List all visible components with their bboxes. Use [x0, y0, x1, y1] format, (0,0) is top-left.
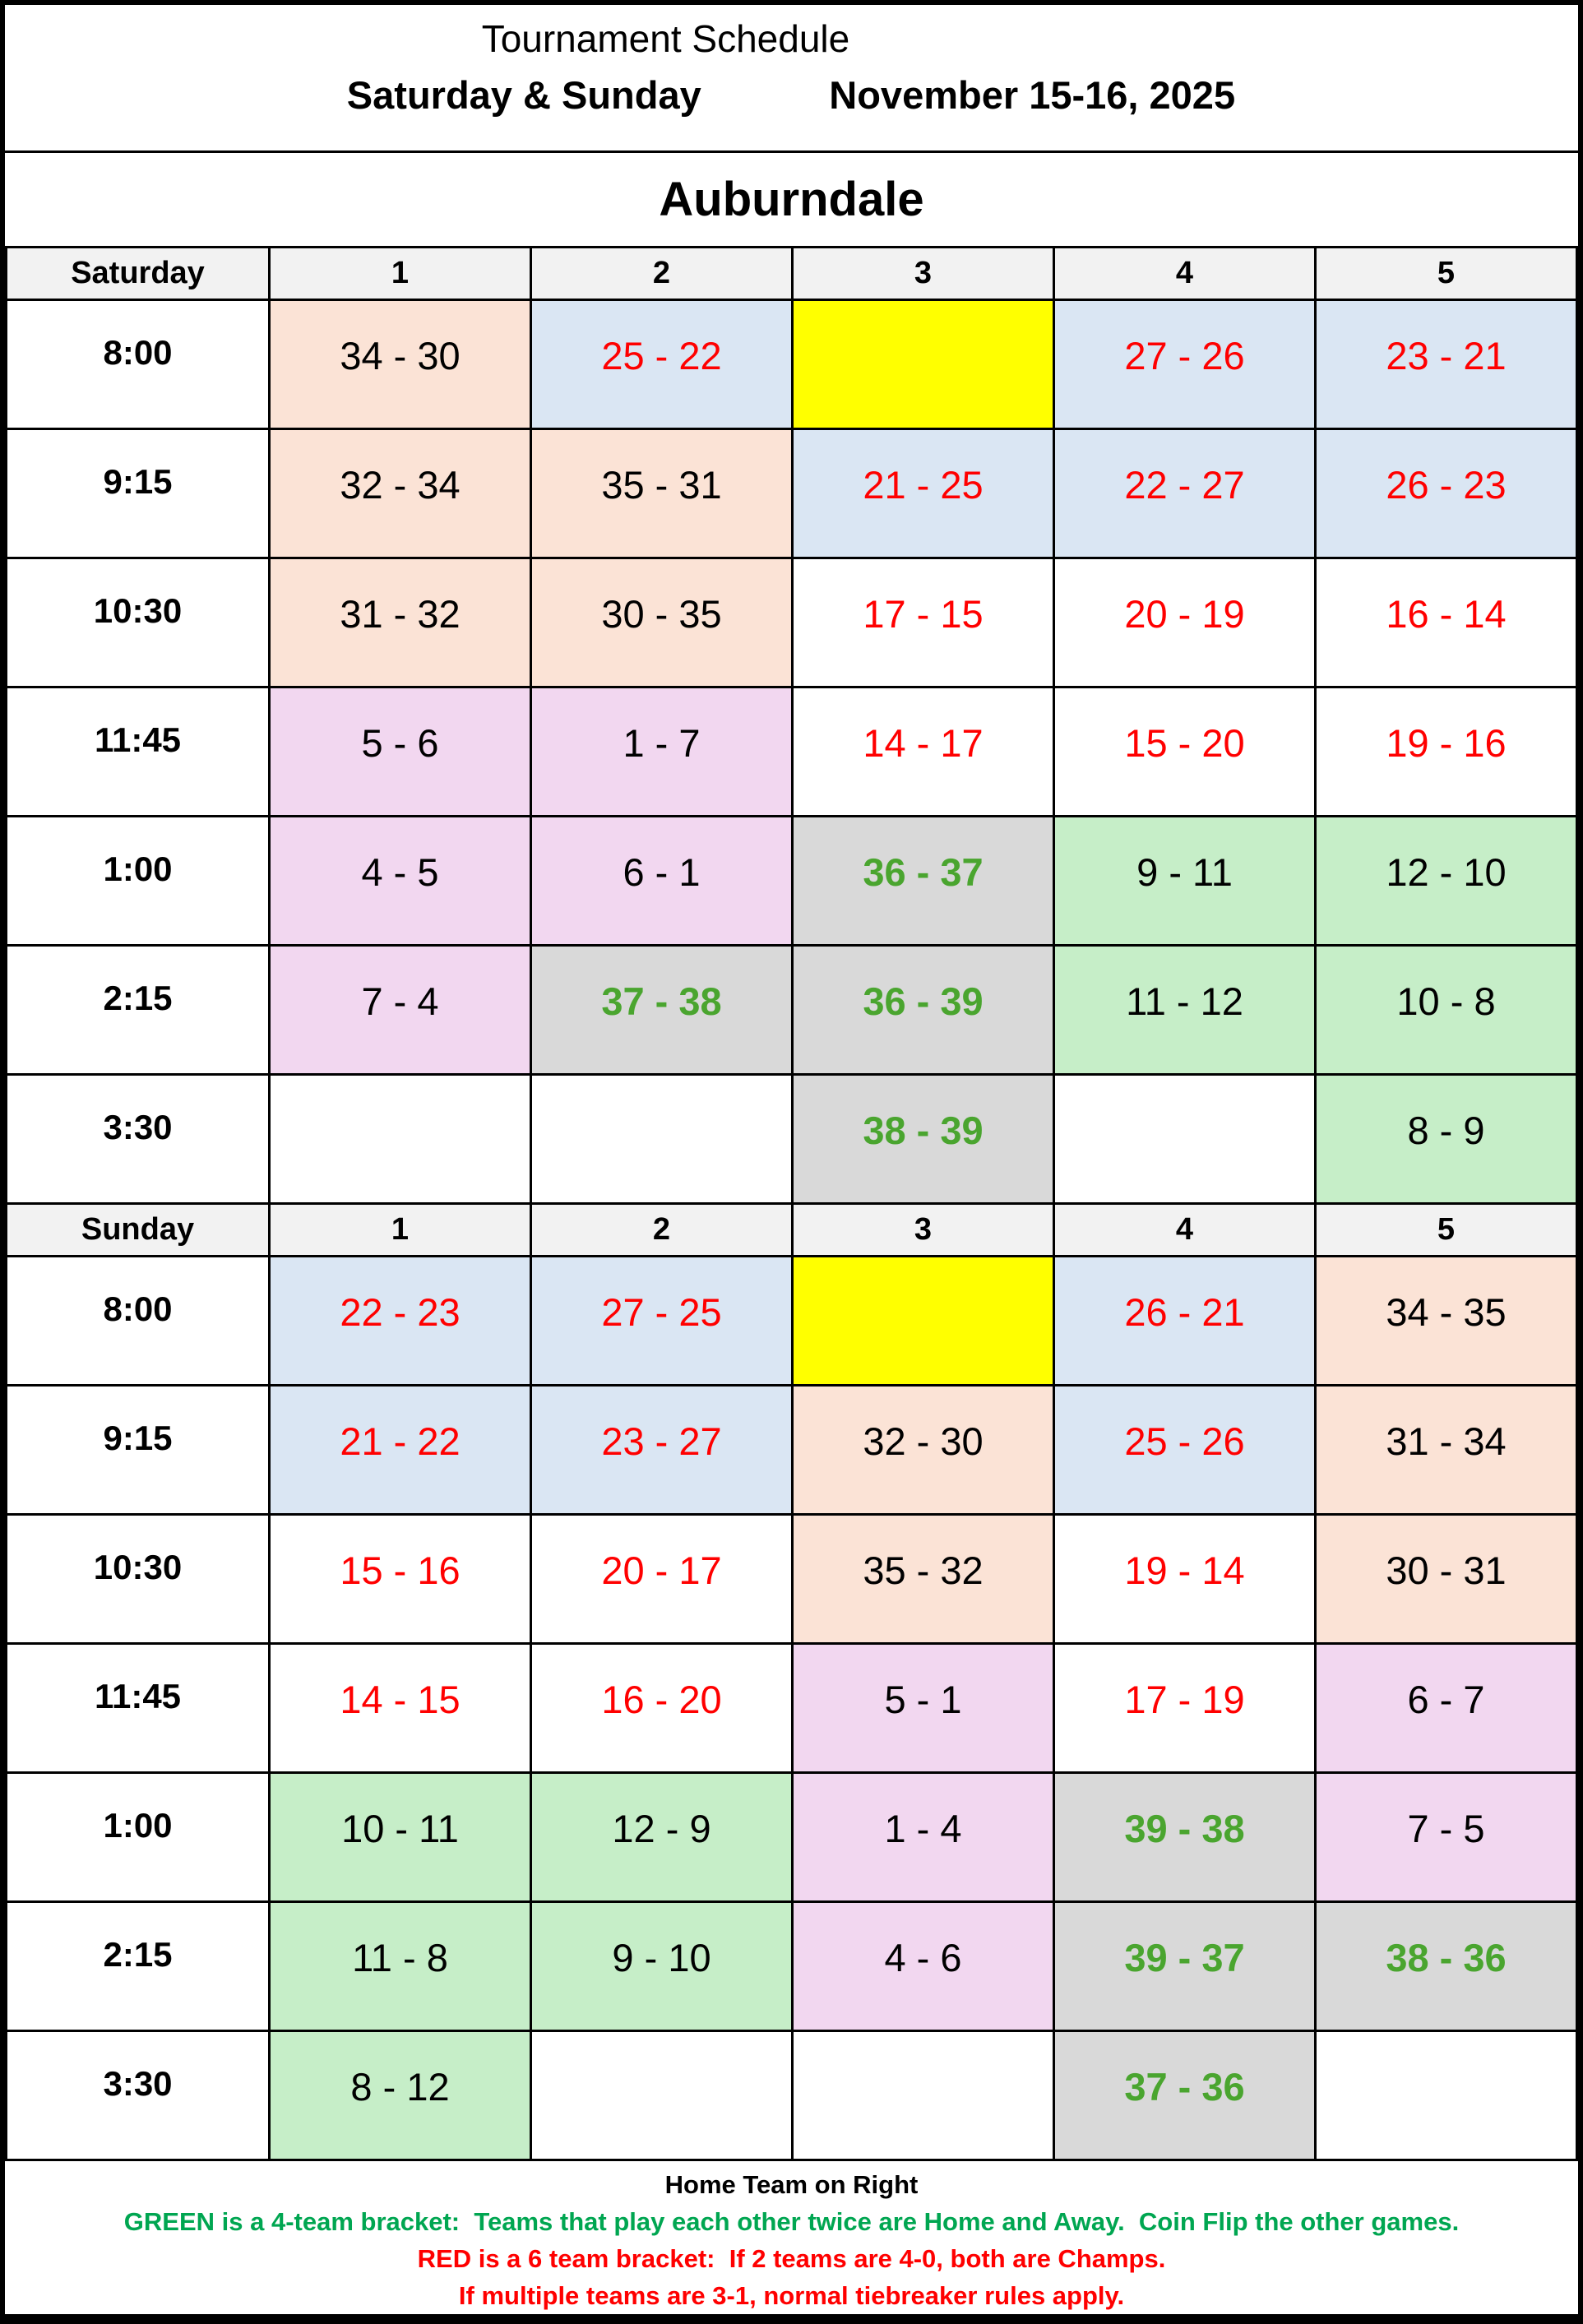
- game-cell: 26 - 23: [1316, 429, 1577, 558]
- day-header-row: [7, 1204, 1577, 1257]
- time-label: 11:45: [7, 687, 270, 817]
- game-cell: 36 - 39: [793, 946, 1054, 1075]
- game-cell: 27 - 26: [1054, 300, 1316, 429]
- game-cell: 11 - 12: [1054, 946, 1316, 1075]
- schedule-row: [7, 558, 1577, 687]
- game-cell: 21 - 25: [793, 429, 1054, 558]
- game-cell: 27 - 25: [531, 1257, 793, 1386]
- footer-red-bracket-note: RED is a 6 team bracket: If 2 teams are 4-0, both are Champs.: [417, 2244, 1166, 2273]
- footer-home-team-note: Home Team on Right: [664, 2170, 919, 2199]
- game-cell: 7 - 4: [270, 946, 531, 1075]
- game-cell: 14 - 17: [793, 687, 1054, 817]
- time-label: 1:00: [7, 817, 270, 946]
- game-cell: 26 - 21: [1054, 1257, 1316, 1386]
- game-cell: 25 - 22: [531, 300, 793, 429]
- day-header-row: [7, 248, 1577, 300]
- game-cell: 4 - 6: [793, 1902, 1054, 2031]
- time-label: 2:15: [7, 946, 270, 1075]
- game-cell: 38 - 39: [793, 1075, 1054, 1204]
- game-cell: 37 - 38: [531, 946, 793, 1075]
- court-header-3: 3: [793, 1204, 1054, 1257]
- game-cell: 19 - 14: [1054, 1515, 1316, 1644]
- game-cell: 11 - 8: [270, 1902, 531, 2031]
- time-label: 2:15: [7, 1902, 270, 2031]
- court-header-5: 5: [1316, 1204, 1577, 1257]
- time-label: 10:30: [7, 1515, 270, 1644]
- schedule-row: [7, 300, 1577, 429]
- schedule-row: [7, 1257, 1577, 1386]
- footer-notes: [5, 2161, 1578, 2314]
- court-header-1: 1: [270, 1204, 531, 1257]
- game-cell: 5 - 1: [793, 1644, 1054, 1773]
- game-cell: 22 - 27: [1054, 429, 1316, 558]
- game-cell: 15 - 16: [270, 1515, 531, 1644]
- game-cell: 23 - 27: [531, 1386, 793, 1515]
- game-cell: 6 - 1: [531, 817, 793, 946]
- game-cell: 32 - 30: [793, 1386, 1054, 1515]
- time-label: 10:30: [7, 558, 270, 687]
- time-label: 8:00: [7, 1257, 270, 1386]
- court-header-5: 5: [1316, 248, 1577, 300]
- game-cell: 36 - 37: [793, 817, 1054, 946]
- game-cell: [531, 1075, 793, 1204]
- schedule-row: [7, 1902, 1577, 2031]
- game-cell: [270, 1075, 531, 1204]
- game-cell: [793, 2031, 1054, 2160]
- day-label: Sunday: [7, 1204, 270, 1257]
- game-cell: 14 - 15: [270, 1644, 531, 1773]
- game-cell: 23 - 21: [1316, 300, 1577, 429]
- game-cell: 12 - 10: [1316, 817, 1577, 946]
- court-header-2: 2: [531, 248, 793, 300]
- game-cell: 9 - 10: [531, 1902, 793, 2031]
- court-header-4: 4: [1054, 248, 1316, 300]
- game-cell: 17 - 15: [793, 558, 1054, 687]
- game-cell: 20 - 17: [531, 1515, 793, 1644]
- time-label: 3:30: [7, 2031, 270, 2160]
- game-cell: 35 - 31: [531, 429, 793, 558]
- game-cell: 1 - 4: [793, 1773, 1054, 1902]
- footer-tiebreaker-note: If multiple teams are 3-1, normal tiebreaker rules apply.: [458, 2281, 1125, 2310]
- court-header-4: 4: [1054, 1204, 1316, 1257]
- court-header-1: 1: [270, 248, 531, 300]
- game-cell: 25 - 26: [1054, 1386, 1316, 1515]
- time-label: 1:00: [7, 1773, 270, 1902]
- title-days: Saturday & Sunday: [346, 73, 701, 117]
- game-cell: [1054, 1075, 1316, 1204]
- game-cell: 10 - 11: [270, 1773, 531, 1902]
- time-label: 11:45: [7, 1644, 270, 1773]
- schedule-row: [7, 1075, 1577, 1204]
- game-cell: 39 - 38: [1054, 1773, 1316, 1902]
- schedule-row: [7, 817, 1577, 946]
- venue-title: Auburndale: [659, 173, 924, 227]
- game-cell: 20 - 19: [1054, 558, 1316, 687]
- page-title: Tournament Schedule: [481, 17, 850, 60]
- game-cell: 10 - 8: [1316, 946, 1577, 1075]
- footer-green-bracket-note: GREEN is a 4-team bracket: Teams that play each other twice are Home and Away. Coin Flip the other games.: [123, 2207, 1460, 2236]
- game-cell: 31 - 32: [270, 558, 531, 687]
- title-block: [5, 5, 1578, 153]
- game-cell: 16 - 14: [1316, 558, 1577, 687]
- time-label: 8:00: [7, 300, 270, 429]
- game-cell: 15 - 20: [1054, 687, 1316, 817]
- schedule-table-saturday: [5, 246, 1578, 1205]
- game-cell: 8 - 9: [1316, 1075, 1577, 1204]
- game-cell: 22 - 23: [270, 1257, 531, 1386]
- schedule-row: [7, 1773, 1577, 1902]
- game-cell: [531, 2031, 793, 2160]
- time-label: 9:15: [7, 1386, 270, 1515]
- game-cell: 32 - 34: [270, 429, 531, 558]
- game-cell: 34 - 30: [270, 300, 531, 429]
- game-cell: 39 - 37: [1054, 1902, 1316, 2031]
- game-cell: [793, 1257, 1054, 1386]
- game-cell: 30 - 35: [531, 558, 793, 687]
- game-cell: 7 - 5: [1316, 1773, 1577, 1902]
- schedule-row: [7, 2031, 1577, 2160]
- title-dates: November 15-16, 2025: [829, 73, 1236, 117]
- game-cell: 19 - 16: [1316, 687, 1577, 817]
- game-cell: [793, 300, 1054, 429]
- game-cell: 12 - 9: [531, 1773, 793, 1902]
- schedule-table-sunday: [5, 1202, 1578, 2161]
- game-cell: 38 - 36: [1316, 1902, 1577, 2031]
- game-cell: 34 - 35: [1316, 1257, 1577, 1386]
- schedule-row: [7, 1386, 1577, 1515]
- game-cell: 16 - 20: [531, 1644, 793, 1773]
- game-cell: 1 - 7: [531, 687, 793, 817]
- schedule-row: [7, 687, 1577, 817]
- game-cell: 17 - 19: [1054, 1644, 1316, 1773]
- game-cell: 4 - 5: [270, 817, 531, 946]
- schedule-row: [7, 1515, 1577, 1644]
- game-cell: 30 - 31: [1316, 1515, 1577, 1644]
- game-cell: 37 - 36: [1054, 2031, 1316, 2160]
- game-cell: 35 - 32: [793, 1515, 1054, 1644]
- game-cell: [1316, 2031, 1577, 2160]
- game-cell: 21 - 22: [270, 1386, 531, 1515]
- court-header-2: 2: [531, 1204, 793, 1257]
- court-header-3: 3: [793, 248, 1054, 300]
- game-cell: 5 - 6: [270, 687, 531, 817]
- time-label: 9:15: [7, 429, 270, 558]
- time-label: 3:30: [7, 1075, 270, 1204]
- game-cell: 9 - 11: [1054, 817, 1316, 946]
- game-cell: 31 - 34: [1316, 1386, 1577, 1515]
- schedule-row: [7, 429, 1577, 558]
- game-cell: 8 - 12: [270, 2031, 531, 2160]
- schedule-tables: [5, 246, 1578, 2161]
- game-cell: 6 - 7: [1316, 1644, 1577, 1773]
- schedule-row: [7, 946, 1577, 1075]
- schedule-row: [7, 1644, 1577, 1773]
- day-label: Saturday: [7, 248, 270, 300]
